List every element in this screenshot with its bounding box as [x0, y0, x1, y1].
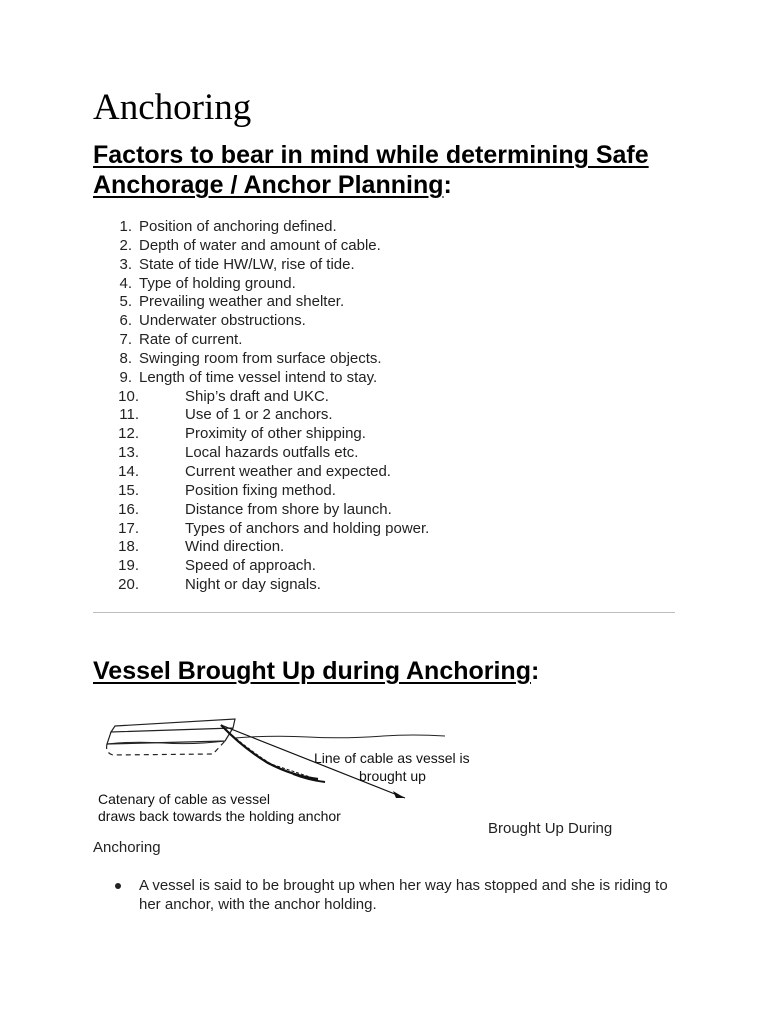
factor-number: 16. — [118, 500, 139, 518]
horizontal-divider — [93, 612, 675, 613]
factor-number: 19. — [118, 557, 139, 575]
factor-number: 18. — [118, 538, 139, 556]
factor-text: Type of holding ground. — [139, 274, 296, 292]
factor-text: Position fixing method. — [185, 481, 336, 499]
factor-number: 8. — [119, 349, 132, 367]
sea-surface-line — [235, 735, 445, 738]
diagram-catenary-label-2: draws back towards the holding anchor — [98, 808, 341, 824]
factor-item — [93, 444, 429, 463]
catenary-cable — [221, 725, 318, 779]
factor-text: Wind direction. — [185, 538, 285, 556]
bullet-text: A vessel is said to be brought up when her way has stopped and she is riding to her anchor, with the anchor holding. — [139, 877, 668, 913]
factor-number: 13. — [118, 444, 139, 462]
factor-number: 14. — [118, 462, 139, 480]
factor-text: Length of time vessel intend to stay. — [139, 368, 378, 386]
factor-text: Use of 1 or 2 anchors. — [185, 406, 333, 424]
factor-item — [93, 369, 429, 388]
factor-text: Current weather and expected. — [185, 462, 391, 480]
factor-number: 17. — [118, 519, 139, 537]
factor-text: Local hazards outfalls etc. — [185, 444, 359, 462]
factor-text: Speed of approach. — [185, 557, 316, 575]
factor-number: 7. — [119, 331, 132, 349]
bullet-item — [93, 876, 683, 914]
factors-list — [93, 218, 429, 595]
heading-colon: : — [530, 657, 540, 685]
factor-item — [93, 557, 429, 576]
factor-item — [93, 312, 429, 331]
factor-item — [93, 293, 429, 312]
factor-number: 12. — [118, 425, 139, 443]
factor-text: Ship’s draft and UKC. — [185, 387, 329, 405]
factor-item — [93, 275, 429, 294]
factor-item — [93, 350, 429, 369]
factor-number: 1. — [119, 218, 132, 235]
factor-number: 10. — [118, 387, 139, 405]
anchoring-diagram — [93, 708, 513, 833]
section-heading-text: Vessel Brought Up during Anchoring — [93, 657, 531, 685]
factor-item — [93, 501, 429, 520]
factor-item — [93, 388, 429, 407]
figure-caption-part-2: Anchoring — [93, 839, 161, 856]
factor-number: 5. — [119, 293, 132, 311]
factor-text: Depth of water and amount of cable. — [139, 236, 381, 254]
factor-text: Night or day signals. — [185, 576, 321, 594]
diagram-catenary-label-1: Catenary of cable as vessel — [98, 791, 270, 807]
bullet-list — [93, 876, 683, 914]
heading-colon: : — [443, 171, 452, 199]
factor-item — [93, 331, 429, 350]
factor-number: 3. — [119, 255, 132, 273]
factor-number: 6. — [119, 312, 132, 330]
figure-caption-part-1: Brought Up During — [488, 820, 613, 837]
factor-text: Swinging room from surface objects. — [139, 349, 382, 367]
bullet-dot-icon — [115, 883, 121, 889]
factor-item — [93, 218, 429, 237]
section-heading-factors — [93, 140, 733, 200]
factor-number: 2. — [119, 236, 132, 254]
diagram-label-line-2: brought up — [359, 768, 426, 784]
factor-number: 20. — [118, 576, 139, 594]
factor-text: State of tide HW/LW, rise of tide. — [139, 255, 355, 273]
factor-text: Position of anchoring defined. — [139, 218, 337, 235]
factor-number: 9. — [119, 368, 132, 386]
factor-item — [93, 425, 429, 444]
factor-item — [93, 520, 429, 539]
factor-item — [93, 256, 429, 275]
section-heading-text: Factors to bear in mind while determining Safe Anchorage / Anchor Planning — [93, 141, 649, 199]
factor-item — [93, 538, 429, 557]
catenary-cable-shadow — [221, 725, 319, 780]
section-heading-brought-up — [93, 656, 539, 686]
factor-item — [93, 237, 429, 256]
factor-number: 4. — [119, 274, 132, 292]
factor-text: Prevailing weather and shelter. — [139, 293, 345, 311]
page-title: Anchoring — [93, 87, 252, 128]
factor-text: Types of anchors and holding power. — [185, 519, 430, 537]
factor-number: 15. — [118, 481, 139, 499]
factor-text: Underwater obstructions. — [139, 312, 306, 330]
diagram-label-line-1: Line of cable as vessel is — [314, 750, 470, 766]
factor-item — [93, 406, 429, 425]
cable-arrowhead — [393, 791, 405, 798]
factor-text: Rate of current. — [139, 331, 243, 349]
factor-item — [93, 576, 429, 595]
factor-item — [93, 463, 429, 482]
factor-text: Proximity of other shipping. — [185, 425, 366, 443]
factor-text: Distance from shore by launch. — [185, 500, 392, 518]
factor-item — [93, 482, 429, 501]
factor-number: 11. — [119, 406, 139, 424]
ship-deck-outline — [111, 719, 235, 732]
